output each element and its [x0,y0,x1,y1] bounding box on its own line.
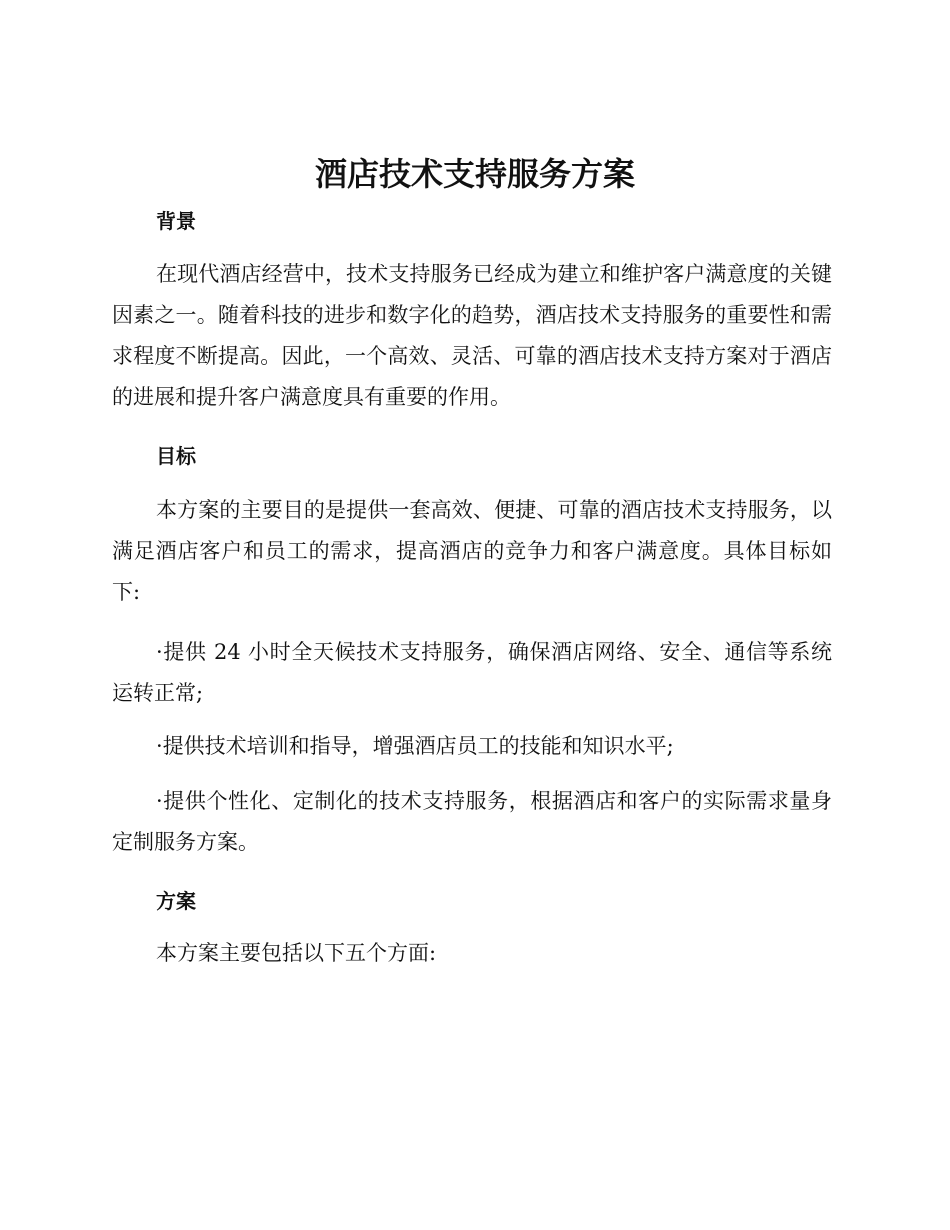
goals-bullet-item [112,726,832,767]
section-heading-plan: 方案 [156,889,196,913]
bullet-dot: · [156,734,163,758]
document-title: 酒店技术支持服务方案 [314,155,635,193]
background-paragraph: 在现代酒店经营中，技术支持服务已经成为建立和维护客户满意度的关键因素之一。随着科技的进步和数字化的趋势，酒店技术支持服务的重要性和需求程度不断提高。因此，一个高效、灵活、可靠的酒店技术支持方案对于酒店的进展和提升客户满意度具有重要的作用。 [112,262,832,409]
section-heading-goals: 目标 [156,444,196,468]
plan-paragraph: 本方案主要包括以下五个方面: [156,941,437,965]
bullet-dot: · [156,789,163,813]
bullet-text: 提供技术培训和指导，增强酒店员工的技能和知识水平; [162,734,674,758]
bullet-dot: · [156,640,163,664]
bullet-text: 提供 24 小时全天候技术支持服务，确保酒店网络、安全、通信等系统运转正常; [112,640,832,705]
section-heading-background: 背景 [156,209,196,233]
bullet-text: 提供个性化、定制化的技术支持服务，根据酒店和客户的实际需求量身定制服务方案。 [112,789,832,854]
goals-bullet-item [112,632,832,714]
goals-paragraph: 本方案的主要目的是提供一套高效、便捷、可靠的酒店技术支持服务，以满足酒店客户和员工的需求，提高酒店的竞争力和客户满意度。具体目标如下: [112,498,832,604]
goals-bullet-item [112,781,832,863]
